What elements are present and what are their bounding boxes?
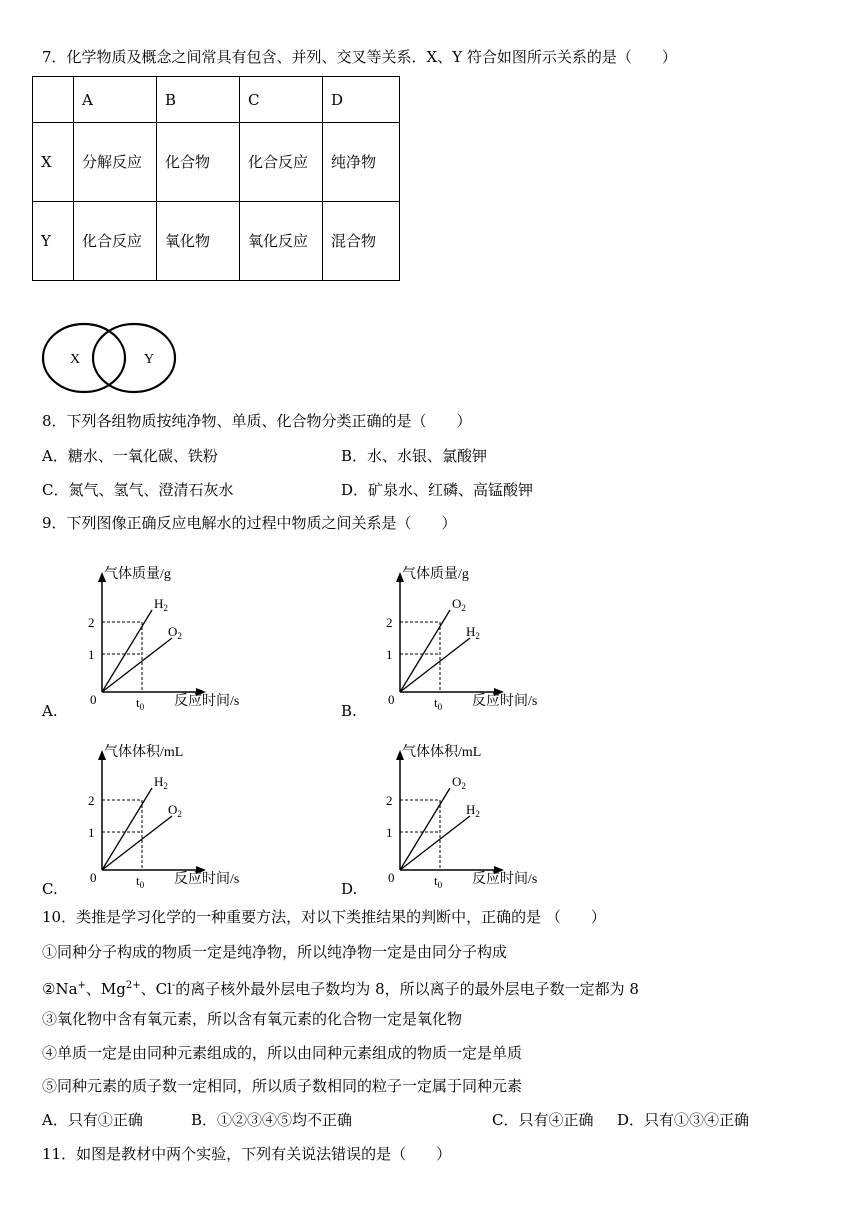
q7-cell-text: 氧化反应	[248, 232, 309, 250]
origin-label: 0	[388, 692, 395, 707]
upper-series-label: $H_2$	[154, 596, 168, 613]
q9-graph-a	[80, 560, 280, 710]
q7-cell	[157, 202, 240, 281]
q7-header-d: D	[323, 77, 400, 123]
q7-cell	[240, 202, 323, 281]
q8-option-d[interactable]: D．矿泉水、红磷、高锰酸钾	[341, 481, 534, 499]
q7-cell	[157, 123, 240, 202]
q8-option-b[interactable]: B．水、水银、氯酸钾	[341, 447, 488, 465]
q7-header-row	[33, 77, 400, 123]
lower-series-label: $O_2$	[168, 802, 182, 819]
tick-label-2: 2	[386, 793, 393, 808]
q7-cell	[323, 123, 400, 202]
q10-s2-mid1: 、Mg	[85, 980, 126, 998]
q9-option-a-label[interactable]: A.	[42, 702, 58, 720]
q8-option-a[interactable]: A．糖水、一氧化碳、铁粉	[42, 447, 218, 465]
q10-s2-sup2: 2+	[125, 980, 141, 991]
q9-option-b-label[interactable]: B.	[341, 702, 357, 720]
tick-label-2: 2	[386, 615, 393, 630]
tick-label-1: 1	[386, 825, 393, 840]
origin-label: 0	[90, 870, 97, 885]
lower-series-line	[102, 638, 172, 692]
q10-statement-4: ④单质一定是由同种元素组成的，所以由同种元素组成的物质一定是单质	[42, 1044, 523, 1062]
q7-cell-text: 氧化物	[165, 232, 211, 250]
q7-cell-text: 纯净物	[331, 153, 377, 171]
q10-s2-post: 的离子核外最外层电子数均为 8，所以离子的最外层电子数一定都为 8	[175, 980, 639, 998]
lower-series-label: $O_2$	[168, 624, 182, 641]
origin-label: 0	[388, 870, 395, 885]
q9-stem: 9．下列图像正确反应电解水的过程中物质之间关系是（ ）	[42, 514, 457, 532]
q7-cell-text: 分解反应	[82, 153, 143, 171]
x-axis-label: 反应时间/s	[472, 694, 538, 709]
q7-stem: 7．化学物质及概念之间常具有包含、并列、交叉等关系．X、Y 符合如图所示关系的是（ ）	[42, 48, 677, 66]
lower-series-line	[400, 816, 470, 870]
venn-label-x: X	[70, 352, 81, 367]
q7-header-b: B	[157, 77, 240, 123]
q7-row-label: X	[33, 123, 74, 202]
q7-header-a: A	[74, 77, 157, 123]
x-axis-label: 反应时间/s	[174, 872, 240, 887]
tick-label-2: 2	[88, 615, 95, 630]
x-axis-label: 反应时间/s	[174, 694, 240, 709]
q7-cell-text: 化合物	[165, 153, 211, 171]
q7-table	[32, 76, 400, 281]
q10-stem: 10．类推是学习化学的一种重要方法，对以下类推结果的判断中，正确的是 （ ）	[42, 908, 606, 926]
q9-option-d-label[interactable]: D.	[341, 880, 358, 898]
q10-statement-2	[42, 976, 639, 999]
q9-graph-b	[378, 560, 578, 710]
q10-s2-pre: ②Na	[42, 980, 78, 998]
q9-option-c-label[interactable]: C.	[42, 880, 58, 898]
tick-label-1: 1	[386, 647, 393, 662]
upper-series-label: $O_2$	[452, 774, 466, 791]
q10-statement-3: ③氧化物中含有氧元素，所以含有氧元素的化合物一定是氧化物	[42, 1010, 463, 1028]
t0-label: $t_0$	[136, 695, 145, 710]
q7-cell	[74, 123, 157, 202]
upper-series-label: $O_2$	[452, 596, 466, 613]
x-axis-label: 反应时间/s	[472, 872, 538, 887]
q7-row-y	[33, 202, 400, 281]
q10-option-a[interactable]: A．只有①正确	[42, 1111, 143, 1129]
q9-graph-d	[378, 738, 578, 888]
lower-series-line	[400, 638, 470, 692]
q8-stem: 8．下列各组物质按纯净物、单质、化合物分类正确的是（ ）	[42, 412, 472, 430]
venn-label-y: Y	[144, 352, 155, 367]
q7-cell-text: 化合反应	[82, 232, 143, 250]
q9-graph-c	[80, 738, 280, 888]
q10-s2-sup3: -	[171, 980, 176, 991]
lower-series-label: $H_2$	[466, 624, 480, 641]
q10-option-b[interactable]: B．①②③④⑤均不正确	[191, 1111, 353, 1129]
t0-label: $t_0$	[434, 873, 443, 888]
q7-cell	[74, 202, 157, 281]
y-axis-label: 气体体积/mL	[104, 745, 184, 760]
q7-header-c: C	[240, 77, 323, 123]
q7-header-blank	[33, 77, 74, 123]
lower-series-line	[102, 816, 172, 870]
y-axis-label: 气体质量/g	[402, 567, 469, 582]
tick-label-1: 1	[88, 825, 95, 840]
q10-option-d[interactable]: D．只有①③④正确	[617, 1111, 750, 1129]
y-axis-label: 气体质量/g	[104, 567, 171, 582]
tick-label-2: 2	[88, 793, 95, 808]
venn-circle-y	[93, 324, 175, 392]
t0-label: $t_0$	[434, 695, 443, 710]
tick-label-1: 1	[88, 647, 95, 662]
q7-row-label: Y	[33, 202, 74, 281]
t0-label: $t_0$	[136, 873, 145, 888]
q10-statement-1: ①同种分子构成的物质一定是纯净物，所以纯净物一定是由同分子构成	[42, 943, 508, 961]
q10-s2-mid2: 、Cl	[140, 980, 172, 998]
venn-circle-x	[43, 324, 125, 392]
q11-stem: 11．如图是教材中两个实验，下列有关说法错误的是（ ）	[42, 1145, 452, 1163]
lower-series-label: $H_2$	[466, 802, 480, 819]
q7-cell	[240, 123, 323, 202]
q7-cell-text: 化合反应	[248, 153, 309, 171]
q7-cell-text: 混合物	[331, 232, 377, 250]
q10-statement-5: ⑤同种元素的质子数一定相同，所以质子数相同的粒子一定属于同种元素	[42, 1077, 523, 1095]
upper-series-label: $H_2$	[154, 774, 168, 791]
q10-option-c[interactable]: C．只有④正确	[492, 1111, 594, 1129]
q7-row-x	[33, 123, 400, 202]
q10-s2-sup1: +	[77, 980, 86, 991]
origin-label: 0	[90, 692, 97, 707]
q8-option-c[interactable]: C．氮气、氢气、澄清石灰水	[42, 481, 234, 499]
q7-cell	[323, 202, 400, 281]
y-axis-label: 气体体积/mL	[402, 745, 482, 760]
venn-diagram	[38, 320, 183, 396]
